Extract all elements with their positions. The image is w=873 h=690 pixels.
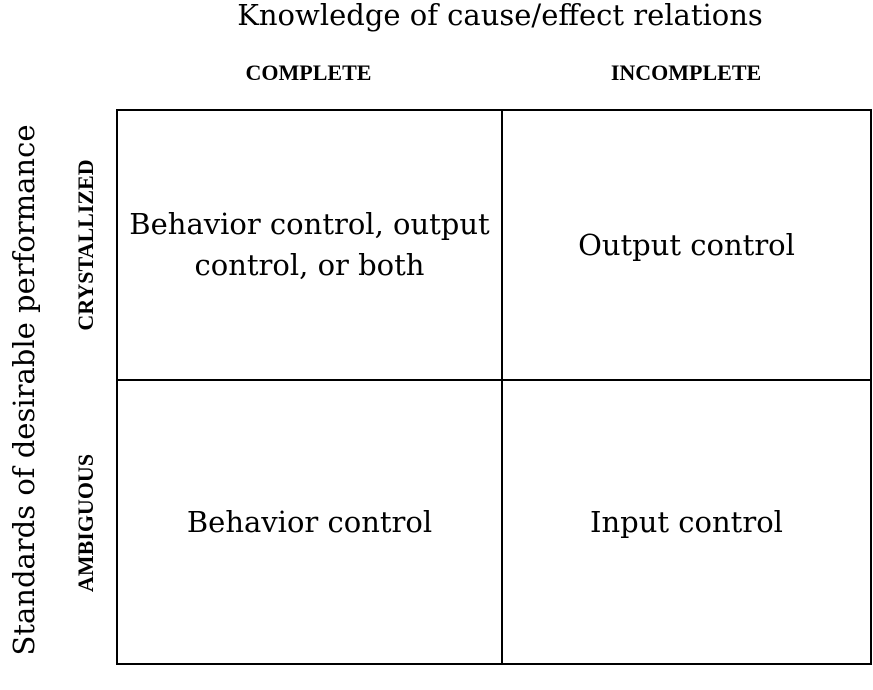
row-header-crystallized: CRYSTALLIZED <box>73 159 98 331</box>
cell-ambiguous-incomplete: Input control <box>590 504 783 539</box>
column-header-complete: COMPLETE <box>245 60 372 85</box>
cell-ambiguous-complete: Behavior control <box>186 504 433 539</box>
cell-crystallized-incomplete: Output control <box>578 227 795 262</box>
cell-crystallized-complete: Behavior control, output control, or both <box>129 207 490 282</box>
x-axis-title: Knowledge of cause/effect relations <box>237 0 763 32</box>
y-axis-title: Standards of desirable performance <box>7 124 41 656</box>
matrix-grid <box>116 109 872 665</box>
row-header-ambiguous: AMBIGUOUS <box>73 453 98 593</box>
column-header-incomplete: INCOMPLETE <box>610 60 762 85</box>
